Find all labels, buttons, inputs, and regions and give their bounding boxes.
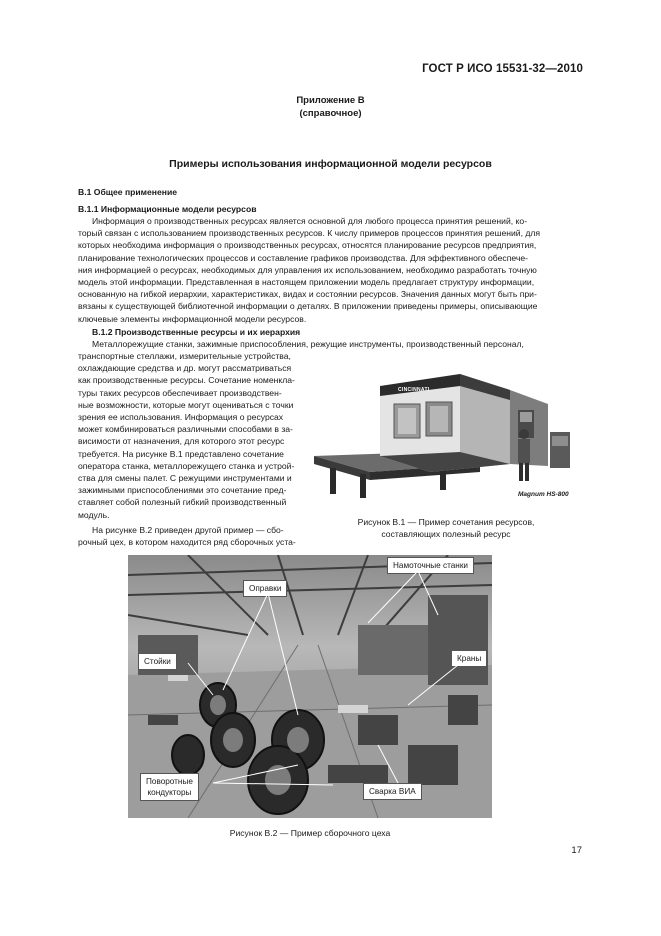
- caption-line: Рисунок В.1 — Пример сочетания ресурсов,: [357, 517, 535, 527]
- text-line: висимости от назначения, для которого этот ресурс: [78, 436, 285, 447]
- machine-model-label: Magnum HS-800: [518, 491, 569, 498]
- text-line: оператора станка, металлорежущего станка и устрой-: [78, 460, 295, 471]
- callout-winding-machines: Намоточные станки: [387, 557, 474, 574]
- heading-b11: В.1.1 Информационные модели ресурсов: [78, 204, 257, 214]
- text-line: модуль.: [78, 509, 110, 520]
- text-line: требуется. На рисунке В.1 представлено сочетание: [78, 448, 284, 459]
- text-line: может комбинироваться различными способами в за-: [78, 424, 293, 435]
- figure-b1-image: [310, 360, 582, 508]
- text-line: зрения ее использования. Информация о ресурсах: [78, 412, 284, 423]
- figure-b2-caption: Рисунок В.2 — Пример сборочного цеха: [229, 828, 391, 838]
- text-line: планирование технологических процессов и составление графиков производства. Для эффективного обеспече-: [78, 252, 528, 263]
- heading-b12: В.1.2 Производственные ресурсы и их иерархия: [92, 327, 301, 337]
- callout-line: кондукторы: [147, 788, 192, 797]
- text-line: Металлорежущие станки, зажимные приспособления, режущие инструменты, производственный персонал,: [92, 339, 524, 349]
- text-line: ния информацией о ресурсах, необходимых для управления их использованием, необходимо разработать точную: [78, 264, 537, 275]
- text-line: рочный цех, в котором находится ряд сборочных уста-: [78, 537, 296, 548]
- paragraph-b12-column: [78, 350, 299, 548]
- text-line: туры таких ресурсов обеспечивает производствен-: [78, 387, 282, 398]
- heading-b1: В.1 Общее применение: [78, 187, 178, 197]
- text-line: ключевые элементы информационной модели ресурсов.: [78, 313, 307, 324]
- caption-line: составляющих полезный ресурс: [381, 529, 511, 539]
- text-line: На рисунке В.2 приведен другой пример — сбо-: [92, 524, 284, 535]
- text-line: модель этой информации. Представленная в настоящем приложении модель предлагает структуру информации,: [78, 277, 535, 288]
- callout-cranes: Краны: [451, 650, 487, 667]
- text-line: ства для смены палет. С режущими инструментами и: [78, 473, 292, 484]
- callout-mandrels: Оправки: [243, 580, 287, 597]
- text-line: ные возможности, которые могут оцениваться с точки: [78, 399, 294, 410]
- text-line: торый связан с использованием производственных ресурсов. К числу примеров процессов принятия решений, для: [78, 228, 541, 239]
- page-number: 17: [571, 845, 582, 856]
- appendix-line-1: Приложение В: [296, 95, 365, 106]
- text-line: основанную на гибкой иерархии, характеристиках, видах и состоянии ресурсов. Значения данных могут быть при-: [78, 289, 537, 300]
- callout-welding: Сварка ВИА: [363, 783, 422, 800]
- text-line: охлаждающие средства и др. могут рассматриваться: [78, 363, 292, 374]
- text-line: как производственные ресурсы. Сочетание номенкла-: [78, 375, 295, 386]
- machine-tool-illustration: [310, 360, 582, 508]
- brand-logo-text: CINCINNATI: [398, 387, 430, 393]
- callout-leader-lines: [128, 555, 492, 818]
- callout-stands: Стойки: [138, 653, 177, 670]
- figure-b2-image: [128, 555, 492, 818]
- page-title: Примеры использования информационной модели ресурсов: [169, 158, 492, 170]
- paragraph-b11: [78, 215, 581, 325]
- text-line: зажимными приспособлениями это сочетание пред-: [78, 485, 287, 496]
- text-line: Информация о производственных ресурсах является основной для любого процесса принятия решений, ко-: [92, 216, 528, 226]
- appendix-label: [0, 94, 661, 120]
- appendix-line-2: (справочное): [299, 108, 362, 119]
- text-line: ставляет собой полезный гибкий производственный: [78, 497, 287, 508]
- text-line: которых необходима информация о производственных ресурсах, относятся планирование ресурсов предприятия,: [78, 240, 537, 251]
- text-line: транспортные стеллажи, измерительные устройства,: [78, 351, 291, 361]
- text-line: вязаны к существующей библиотечной информации о деталях. В приложении приведены примеры, описывающие: [78, 301, 538, 312]
- figure-b1-caption: [310, 516, 582, 540]
- callout-line: Поворотные: [146, 777, 193, 786]
- document-id: ГОСТ Р ИСО 15531-32—2010: [422, 63, 583, 75]
